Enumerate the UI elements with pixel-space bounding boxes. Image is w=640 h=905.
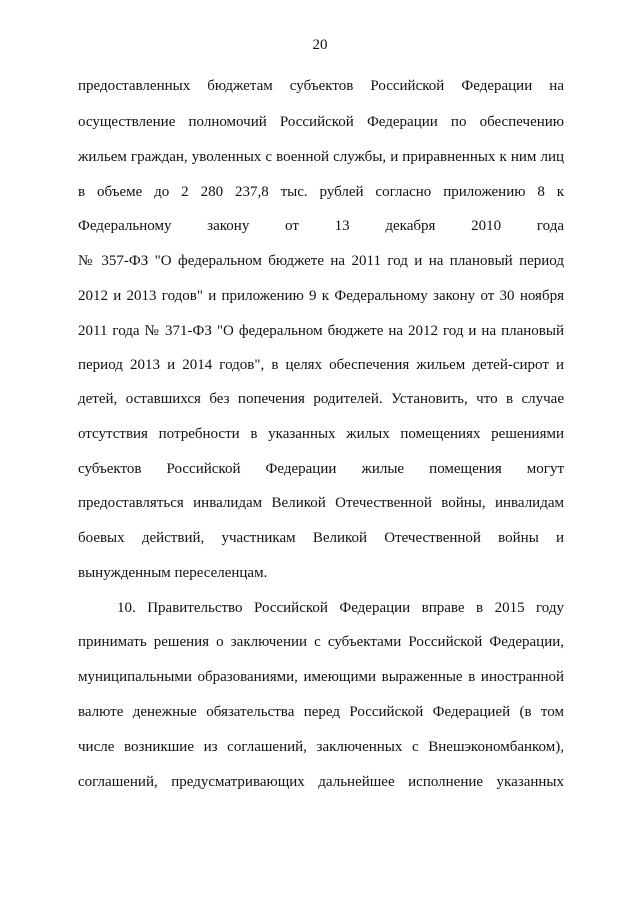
paragraph-1-line-14: боевых действий, участникам Великой Отечественной войны и <box>78 530 564 546</box>
paragraph-1-line-8: 2011 года № 371-ФЗ "О федеральном бюджете на 2012 год и на плановый <box>78 323 564 339</box>
paragraph-1-line-12: субъектов Российской Федерации жилые помещения могут <box>78 461 564 477</box>
paragraph-2-line-4: валюте денежные обязательства перед Российской Федерацией (в том <box>78 704 564 720</box>
paragraph-1-line-5: Федеральному закону от 13 декабря 2010 года <box>78 218 564 234</box>
paragraph-2-line-5: числе возникшие из соглашений, заключенных с Внешэкономбанком), <box>78 739 564 755</box>
paragraph-1-line-9: период 2013 и 2014 годов", в целях обеспечения жильем детей-сирот и <box>78 357 564 373</box>
paragraph-1-line-1: предоставленных бюджетам субъектов Российской Федерации на <box>78 78 564 94</box>
paragraph-2-line-6: соглашений, предусматривающих дальнейшее исполнение указанных <box>78 774 564 790</box>
page-number: 20 <box>312 37 328 53</box>
paragraph-1-line-11: отсутствия потребности в указанных жилых помещениях решениями <box>78 426 564 442</box>
paragraph-1-line-3: жильем граждан, уволенных с военной службы, и приравненных к ним лиц <box>78 149 564 165</box>
paragraph-2-line-1: 10. Правительство Российской Федерации вправе в 2015 году <box>117 600 564 616</box>
paragraph-1-line-7: 2012 и 2013 годов" и приложению 9 к Федеральному закону от 30 ноября <box>78 288 564 304</box>
paragraph-1-line-10: детей, оставшихся без попечения родителей. Установить, что в случае <box>78 391 564 407</box>
paragraph-1-line-15: вынужденным переселенцам. <box>78 565 268 581</box>
paragraph-1-line-2: осуществление полномочий Российской Федерации по обеспечению <box>78 114 564 130</box>
paragraph-1-line-4: в объеме до 2 280 237,8 тыс. рублей согласно приложению 8 к <box>78 184 564 200</box>
paragraph-2-line-2: принимать решения о заключении с субъектами Российской Федерации, <box>78 634 564 650</box>
paragraph-1-line-13: предоставляться инвалидам Великой Отечественной войны, инвалидам <box>78 495 564 511</box>
paragraph-2-line-3: муниципальными образованиями, имеющими выраженные в иностранной <box>78 669 564 685</box>
paragraph-1-line-6: № 357-ФЗ "О федеральном бюджете на 2011 год и на плановый период <box>78 253 564 269</box>
